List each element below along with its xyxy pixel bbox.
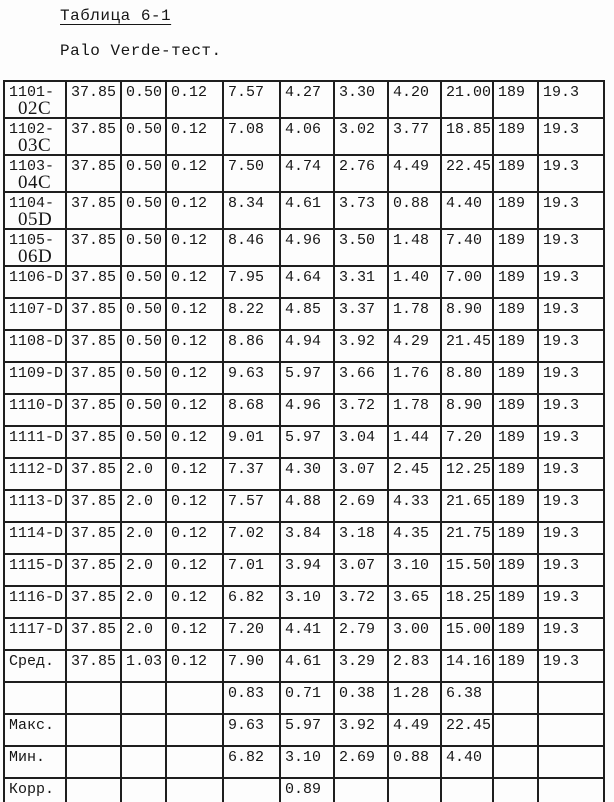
table-row bbox=[4, 522, 604, 554]
table-cell: 8.80 bbox=[441, 362, 493, 394]
table-cell: 0.12 bbox=[166, 490, 223, 522]
row-label-cell: 1108-D bbox=[4, 330, 66, 362]
table-row bbox=[4, 229, 604, 266]
table-cell: 0.12 bbox=[166, 618, 223, 650]
table-row bbox=[4, 618, 604, 650]
table-cell: 19.3 bbox=[538, 298, 604, 330]
table-cell: 1.28 bbox=[388, 682, 441, 714]
table-cell: 19.3 bbox=[538, 118, 604, 155]
table-row bbox=[4, 266, 604, 298]
table-cell: 3.10 bbox=[388, 554, 441, 586]
page-title: Таблица 6-1 bbox=[60, 7, 172, 25]
table-cell: 189 bbox=[493, 155, 538, 192]
table-cell: 3.84 bbox=[280, 522, 334, 554]
table-cell: 2.83 bbox=[388, 650, 441, 682]
table-cell: 0.12 bbox=[166, 266, 223, 298]
table-cell: 0.12 bbox=[166, 192, 223, 229]
table-cell: 22.45 bbox=[441, 714, 493, 746]
row-label-cell: 1105- 06D bbox=[4, 229, 66, 266]
table-row bbox=[4, 394, 604, 426]
table-cell: 5.97 bbox=[280, 426, 334, 458]
table-cell: 3.73 bbox=[334, 192, 388, 229]
table-cell: 19.3 bbox=[538, 229, 604, 266]
table-row bbox=[4, 298, 604, 330]
page-subtitle: Palo Verde-тест. bbox=[60, 42, 222, 60]
table-cell: 37.85 bbox=[66, 490, 121, 522]
table-cell bbox=[538, 714, 604, 746]
table-cell: 0.83 bbox=[223, 682, 280, 714]
table-cell bbox=[538, 682, 604, 714]
table-cell: 1.76 bbox=[388, 362, 441, 394]
table-cell: 4.96 bbox=[280, 229, 334, 266]
table-cell: 8.22 bbox=[223, 298, 280, 330]
table-cell: 0.50 bbox=[121, 155, 166, 192]
table-cell: 3.18 bbox=[334, 522, 388, 554]
table-row bbox=[4, 362, 604, 394]
table-cell: 0.12 bbox=[166, 81, 223, 118]
table-cell: 19.3 bbox=[538, 490, 604, 522]
table-cell: 189 bbox=[493, 81, 538, 118]
table-cell: 4.94 bbox=[280, 330, 334, 362]
table-cell: 0.38 bbox=[334, 682, 388, 714]
row-label-cell: 1101- 02C bbox=[4, 81, 66, 118]
table-cell: 0.12 bbox=[166, 298, 223, 330]
table-cell: 0.12 bbox=[166, 522, 223, 554]
table-cell: 3.94 bbox=[280, 554, 334, 586]
table-cell: 4.61 bbox=[280, 650, 334, 682]
table-cell: 4.41 bbox=[280, 618, 334, 650]
table-cell: 189 bbox=[493, 229, 538, 266]
row-label-cell: 1113-D bbox=[4, 490, 66, 522]
table-cell bbox=[166, 714, 223, 746]
table-cell bbox=[223, 778, 280, 802]
table-cell: 37.85 bbox=[66, 522, 121, 554]
table-cell: 37.85 bbox=[66, 458, 121, 490]
row-label-cell: 1115-D bbox=[4, 554, 66, 586]
row-label-cell: Корр. bbox=[4, 778, 66, 802]
table-cell bbox=[493, 746, 538, 778]
table-cell bbox=[66, 714, 121, 746]
table-cell: 7.02 bbox=[223, 522, 280, 554]
table-row bbox=[4, 746, 604, 778]
table-cell: 37.85 bbox=[66, 586, 121, 618]
table-cell: 0.12 bbox=[166, 554, 223, 586]
table-cell: 0.50 bbox=[121, 362, 166, 394]
table-cell: 3.07 bbox=[334, 458, 388, 490]
table-cell bbox=[166, 682, 223, 714]
table-cell: 7.20 bbox=[223, 618, 280, 650]
table-cell: 4.27 bbox=[280, 81, 334, 118]
table-cell: 4.74 bbox=[280, 155, 334, 192]
table-cell: 37.85 bbox=[66, 394, 121, 426]
table-cell: 3.29 bbox=[334, 650, 388, 682]
row-label-cell: 1109-D bbox=[4, 362, 66, 394]
table-cell: 3.10 bbox=[280, 746, 334, 778]
row-label-cell bbox=[4, 682, 66, 714]
table-cell: 7.37 bbox=[223, 458, 280, 490]
table-cell: 3.77 bbox=[388, 118, 441, 155]
table-cell: 0.12 bbox=[166, 586, 223, 618]
table-cell: 0.12 bbox=[166, 330, 223, 362]
table-cell bbox=[538, 778, 604, 802]
table-cell: 4.61 bbox=[280, 192, 334, 229]
table-cell bbox=[493, 778, 538, 802]
row-label-cell: 1104- 05D bbox=[4, 192, 66, 229]
table-cell: 1.48 bbox=[388, 229, 441, 266]
table-cell: 22.45 bbox=[441, 155, 493, 192]
table-cell: 0.50 bbox=[121, 266, 166, 298]
row-label-cell: 1117-D bbox=[4, 618, 66, 650]
table-cell: 37.85 bbox=[66, 266, 121, 298]
row-label-cell: Сред. bbox=[4, 650, 66, 682]
table-cell: 3.65 bbox=[388, 586, 441, 618]
table-cell: 19.3 bbox=[538, 458, 604, 490]
table-cell: 189 bbox=[493, 618, 538, 650]
table-cell bbox=[121, 714, 166, 746]
table-cell: 37.85 bbox=[66, 229, 121, 266]
table-cell: 4.06 bbox=[280, 118, 334, 155]
row-label-cell: 1111-D bbox=[4, 426, 66, 458]
table-cell bbox=[441, 778, 493, 802]
table-cell: 2.69 bbox=[334, 746, 388, 778]
table-cell: 0.12 bbox=[166, 458, 223, 490]
table-cell: 2.0 bbox=[121, 618, 166, 650]
table-cell: 21.65 bbox=[441, 490, 493, 522]
table-cell: 189 bbox=[493, 586, 538, 618]
table-cell: 0.50 bbox=[121, 426, 166, 458]
table-cell: 3.66 bbox=[334, 362, 388, 394]
table-cell bbox=[66, 778, 121, 802]
row-label-cell: 1112-D bbox=[4, 458, 66, 490]
table-row bbox=[4, 490, 604, 522]
table-cell: 4.29 bbox=[388, 330, 441, 362]
table-cell: 21.00 bbox=[441, 81, 493, 118]
table-cell: 8.90 bbox=[441, 394, 493, 426]
table-cell: 0.12 bbox=[166, 650, 223, 682]
table-cell bbox=[66, 682, 121, 714]
table-row bbox=[4, 714, 604, 746]
table-cell: 19.3 bbox=[538, 426, 604, 458]
table-cell: 1.03 bbox=[121, 650, 166, 682]
table-cell: 189 bbox=[493, 192, 538, 229]
row-label-line2: 03C bbox=[18, 135, 52, 155]
table-cell: 19.3 bbox=[538, 650, 604, 682]
table-cell: 0.12 bbox=[166, 394, 223, 426]
table-cell: 1.78 bbox=[388, 298, 441, 330]
table-cell: 37.85 bbox=[66, 298, 121, 330]
table-cell: 189 bbox=[493, 298, 538, 330]
table-cell: 8.86 bbox=[223, 330, 280, 362]
table-cell: 0.50 bbox=[121, 330, 166, 362]
table-cell bbox=[66, 746, 121, 778]
table-cell: 0.50 bbox=[121, 229, 166, 266]
table-cell: 4.88 bbox=[280, 490, 334, 522]
table-cell: 189 bbox=[493, 362, 538, 394]
table-cell: 37.85 bbox=[66, 155, 121, 192]
table-cell bbox=[493, 682, 538, 714]
table-cell: 19.3 bbox=[538, 192, 604, 229]
row-label-line2: 02C bbox=[18, 98, 52, 118]
table-cell: 37.85 bbox=[66, 192, 121, 229]
table-row bbox=[4, 155, 604, 192]
table-cell: 37.85 bbox=[66, 81, 121, 118]
table-cell: 37.85 bbox=[66, 118, 121, 155]
table-row bbox=[4, 330, 604, 362]
table-row bbox=[4, 192, 604, 229]
table-cell: 4.40 bbox=[441, 192, 493, 229]
table-cell bbox=[388, 778, 441, 802]
table-cell: 2.0 bbox=[121, 586, 166, 618]
row-label-cell: Макс. bbox=[4, 714, 66, 746]
table-cell: 0.88 bbox=[388, 746, 441, 778]
table-cell bbox=[121, 682, 166, 714]
table-cell: 189 bbox=[493, 490, 538, 522]
table-cell: 7.01 bbox=[223, 554, 280, 586]
table-cell: 21.75 bbox=[441, 522, 493, 554]
table-cell: 37.85 bbox=[66, 426, 121, 458]
table-cell: 189 bbox=[493, 522, 538, 554]
row-label-cell: 1103- 04C bbox=[4, 155, 66, 192]
table-cell bbox=[166, 746, 223, 778]
table-cell: 37.85 bbox=[66, 554, 121, 586]
table-cell: 8.68 bbox=[223, 394, 280, 426]
row-label-line2: 04C bbox=[18, 172, 52, 192]
table-cell: 5.97 bbox=[280, 362, 334, 394]
table-row bbox=[4, 586, 604, 618]
table-cell bbox=[538, 746, 604, 778]
table-cell: 37.85 bbox=[66, 362, 121, 394]
table-cell: 4.96 bbox=[280, 394, 334, 426]
table-cell: 7.95 bbox=[223, 266, 280, 298]
table-cell: 7.40 bbox=[441, 229, 493, 266]
table-cell: 3.02 bbox=[334, 118, 388, 155]
table-cell: 0.12 bbox=[166, 229, 223, 266]
table-cell: 2.0 bbox=[121, 458, 166, 490]
table-cell: 3.50 bbox=[334, 229, 388, 266]
table-cell: 2.79 bbox=[334, 618, 388, 650]
table-row bbox=[4, 650, 604, 682]
table-cell: 18.25 bbox=[441, 586, 493, 618]
table-cell: 4.35 bbox=[388, 522, 441, 554]
table-cell: 0.50 bbox=[121, 394, 166, 426]
table-cell: 0.12 bbox=[166, 362, 223, 394]
table-row bbox=[4, 778, 604, 802]
table-cell: 3.07 bbox=[334, 554, 388, 586]
row-label-cell: 1102- 03C bbox=[4, 118, 66, 155]
table-cell: 12.25 bbox=[441, 458, 493, 490]
table-cell: 19.3 bbox=[538, 81, 604, 118]
table-cell: 8.34 bbox=[223, 192, 280, 229]
table-cell: 4.85 bbox=[280, 298, 334, 330]
table-cell: 9.01 bbox=[223, 426, 280, 458]
table-row bbox=[4, 118, 604, 155]
table-cell: 37.85 bbox=[66, 650, 121, 682]
table-row bbox=[4, 81, 604, 118]
table-cell: 2.45 bbox=[388, 458, 441, 490]
table-cell: 1.40 bbox=[388, 266, 441, 298]
table-cell bbox=[121, 746, 166, 778]
row-label-cell: 1106-D bbox=[4, 266, 66, 298]
table-cell: 4.30 bbox=[280, 458, 334, 490]
table-cell: 2.0 bbox=[121, 554, 166, 586]
table-cell: 2.0 bbox=[121, 490, 166, 522]
table-cell: 0.50 bbox=[121, 118, 166, 155]
table-cell bbox=[334, 778, 388, 802]
table-cell: 189 bbox=[493, 330, 538, 362]
table-cell: 1.78 bbox=[388, 394, 441, 426]
table-cell: 4.40 bbox=[441, 746, 493, 778]
table-cell: 0.50 bbox=[121, 81, 166, 118]
table-cell: 9.63 bbox=[223, 714, 280, 746]
table-cell: 3.30 bbox=[334, 81, 388, 118]
table-cell bbox=[121, 778, 166, 802]
table-cell: 19.3 bbox=[538, 618, 604, 650]
table-cell: 19.3 bbox=[538, 330, 604, 362]
table-cell: 7.57 bbox=[223, 490, 280, 522]
table-cell: 37.85 bbox=[66, 330, 121, 362]
row-label-cell: Мин. bbox=[4, 746, 66, 778]
table-cell: 8.90 bbox=[441, 298, 493, 330]
table-cell: 19.3 bbox=[538, 394, 604, 426]
table-cell: 4.64 bbox=[280, 266, 334, 298]
table-cell: 6.38 bbox=[441, 682, 493, 714]
table-cell: 3.72 bbox=[334, 394, 388, 426]
table-cell: 1.44 bbox=[388, 426, 441, 458]
table-cell: 0.12 bbox=[166, 118, 223, 155]
table-cell: 19.3 bbox=[538, 586, 604, 618]
row-label-cell: 1107-D bbox=[4, 298, 66, 330]
table-cell: 4.33 bbox=[388, 490, 441, 522]
table-cell: 19.3 bbox=[538, 554, 604, 586]
row-label-line2: 06D bbox=[18, 246, 53, 266]
table-cell: 3.10 bbox=[280, 586, 334, 618]
table-cell: 3.37 bbox=[334, 298, 388, 330]
table-cell: 6.82 bbox=[223, 746, 280, 778]
table-cell: 3.92 bbox=[334, 330, 388, 362]
table-cell: 7.50 bbox=[223, 155, 280, 192]
table-cell: 189 bbox=[493, 554, 538, 586]
table-cell: 37.85 bbox=[66, 618, 121, 650]
table-cell: 2.0 bbox=[121, 522, 166, 554]
table-cell: 8.46 bbox=[223, 229, 280, 266]
table-cell: 0.12 bbox=[166, 155, 223, 192]
table-cell: 2.76 bbox=[334, 155, 388, 192]
table-cell bbox=[493, 714, 538, 746]
row-label-cell: 1110-D bbox=[4, 394, 66, 426]
table-cell: 6.82 bbox=[223, 586, 280, 618]
table-cell: 4.49 bbox=[388, 155, 441, 192]
row-label-cell: 1116-D bbox=[4, 586, 66, 618]
table-cell: 0.89 bbox=[280, 778, 334, 802]
table-cell: 3.00 bbox=[388, 618, 441, 650]
table-cell: 15.50 bbox=[441, 554, 493, 586]
table-cell: 19.3 bbox=[538, 266, 604, 298]
table-cell: 19.3 bbox=[538, 522, 604, 554]
table-cell: 3.92 bbox=[334, 714, 388, 746]
table-cell: 15.00 bbox=[441, 618, 493, 650]
table-cell: 0.50 bbox=[121, 192, 166, 229]
table-cell: 7.20 bbox=[441, 426, 493, 458]
table-cell: 21.45 bbox=[441, 330, 493, 362]
table-cell: 0.71 bbox=[280, 682, 334, 714]
table-cell: 18.85 bbox=[441, 118, 493, 155]
table-cell: 7.08 bbox=[223, 118, 280, 155]
table-cell: 0.50 bbox=[121, 298, 166, 330]
table-cell: 189 bbox=[493, 394, 538, 426]
row-label-cell: 1114-D bbox=[4, 522, 66, 554]
table-body bbox=[4, 81, 604, 802]
table-cell bbox=[166, 778, 223, 802]
table-cell: 7.57 bbox=[223, 81, 280, 118]
table-cell: 189 bbox=[493, 458, 538, 490]
table-cell: 19.3 bbox=[538, 362, 604, 394]
row-label-line2: 05D bbox=[18, 209, 53, 229]
table-cell: 4.20 bbox=[388, 81, 441, 118]
table-cell: 7.00 bbox=[441, 266, 493, 298]
table-row bbox=[4, 458, 604, 490]
table-cell: 3.04 bbox=[334, 426, 388, 458]
table-cell: 9.63 bbox=[223, 362, 280, 394]
table-cell: 2.69 bbox=[334, 490, 388, 522]
table-cell: 189 bbox=[493, 266, 538, 298]
table-cell: 4.49 bbox=[388, 714, 441, 746]
table-cell: 19.3 bbox=[538, 155, 604, 192]
table-cell: 0.12 bbox=[166, 426, 223, 458]
table-cell: 189 bbox=[493, 650, 538, 682]
table-cell: 189 bbox=[493, 426, 538, 458]
table-row bbox=[4, 426, 604, 458]
table-cell: 5.97 bbox=[280, 714, 334, 746]
table-cell: 3.72 bbox=[334, 586, 388, 618]
table-row bbox=[4, 554, 604, 586]
table-cell: 3.31 bbox=[334, 266, 388, 298]
data-table bbox=[3, 80, 605, 802]
table-cell: 7.90 bbox=[223, 650, 280, 682]
table-row bbox=[4, 682, 604, 714]
table-cell: 0.88 bbox=[388, 192, 441, 229]
table-cell: 14.16 bbox=[441, 650, 493, 682]
table-cell: 189 bbox=[493, 118, 538, 155]
